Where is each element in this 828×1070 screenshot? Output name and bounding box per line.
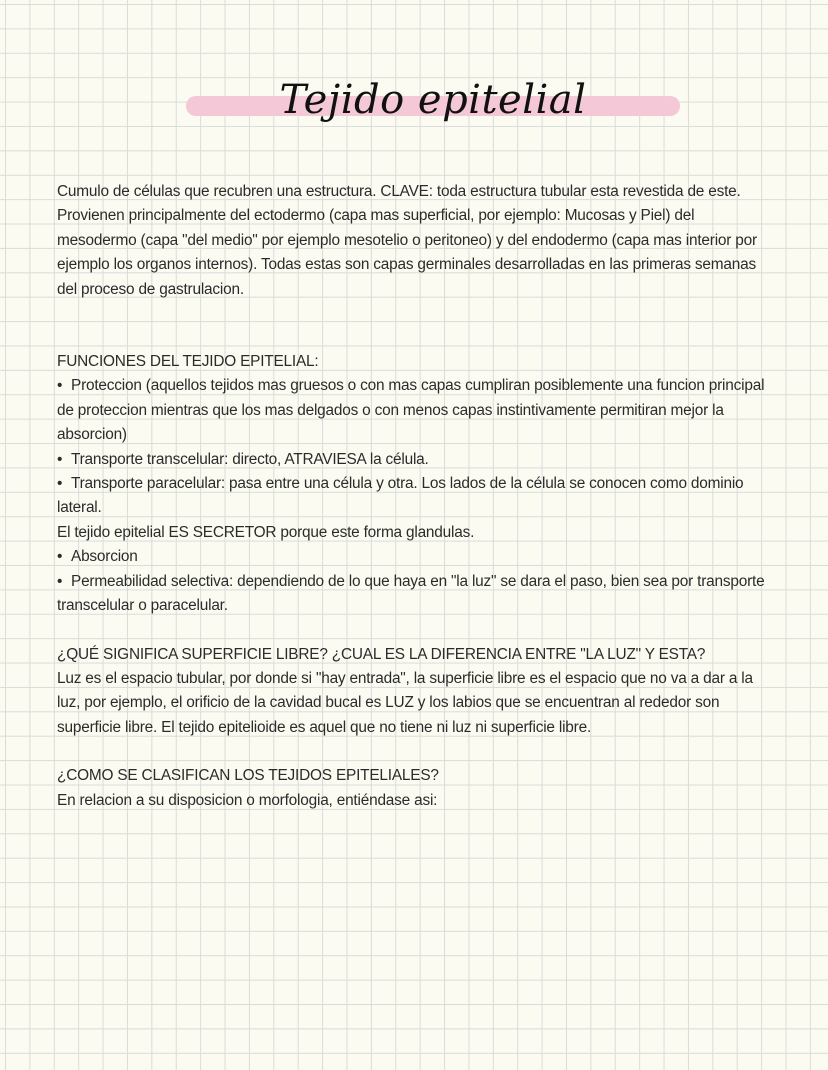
intro-paragraph: Cumulo de células que recubren una estructura. CLAVE: toda estructura tubular esta revestida de este. Provienen principalmente del ectodermo (capa mas superficial, por ejemplo: Mucosas y Piel) del mesodermo (capa "del medio" por ejemplo mesotelio o peritoneo) y del endodermo (capa mas interior por ejemplo los organos internos). Todas estas son capas germinales desarrolladas en las primeras semanas del proceso de gastrulacion. bbox=[57, 183, 757, 298]
bullet-icon: • bbox=[57, 377, 63, 395]
clasificacion-paragraph: En relacion a su disposicion o morfologia, entiéndase asi: bbox=[57, 791, 438, 809]
clasificacion-heading: ¿COMO SE CLASIFICAN LOS TEJIDOS EPITELIALES? bbox=[57, 767, 439, 785]
bullet-icon: • bbox=[57, 548, 63, 566]
bullet-icon: • bbox=[57, 475, 63, 493]
list-item: • Absorcion bbox=[57, 545, 767, 569]
bullet-icon: • bbox=[57, 450, 63, 468]
list-item: • Proteccion (aquellos tejidos mas gruesos o con mas capas cumpliran posiblemente una funcion principal de proteccion mientras que los mas delgados o con menos capas instintivamente permitiran mejor la absorcion) bbox=[57, 374, 767, 447]
list-item: • Permeabilidad selectiva: dependiendo de lo que haya en "la luz" se dara el paso, bien sea por transporte transcelular o paracelular. bbox=[57, 570, 767, 619]
secretor-note: El tejido epitelial ES SECRETOR porque este forma glandulas. bbox=[57, 523, 475, 541]
funciones-heading: FUNCIONES DEL TEJIDO EPITELIAL: bbox=[57, 353, 319, 371]
bullet-icon: • bbox=[57, 572, 63, 590]
superficie-heading: ¿QUÉ SIGNIFICA SUPERFICIE LIBRE? ¿CUAL ES LA DIFERENCIA ENTRE "LA LUZ" Y ESTA? bbox=[57, 645, 706, 663]
superficie-paragraph: Luz es el espacio tubular, por donde si "hay entrada", la superficie libre es el espacio que no va a dar a la luz, por ejemplo, el orificio de la cavidad bucal es LUZ y los labios que se encuentran al rededor son superficie libre. El tejido epitelioide es aquel que no tiene ni luz ni superficie libre. bbox=[57, 669, 753, 736]
title-block bbox=[186, 72, 680, 132]
list-item: • Transporte transcelular: directo, ATRAVIESA la célula. bbox=[57, 448, 767, 472]
notes-body bbox=[57, 180, 767, 813]
list-item: • Transporte paracelular: pasa entre una célula y otra. Los lados de la célula se conocen como dominio lateral. bbox=[57, 472, 767, 521]
page-title: Tejido epitelial bbox=[279, 77, 587, 123]
